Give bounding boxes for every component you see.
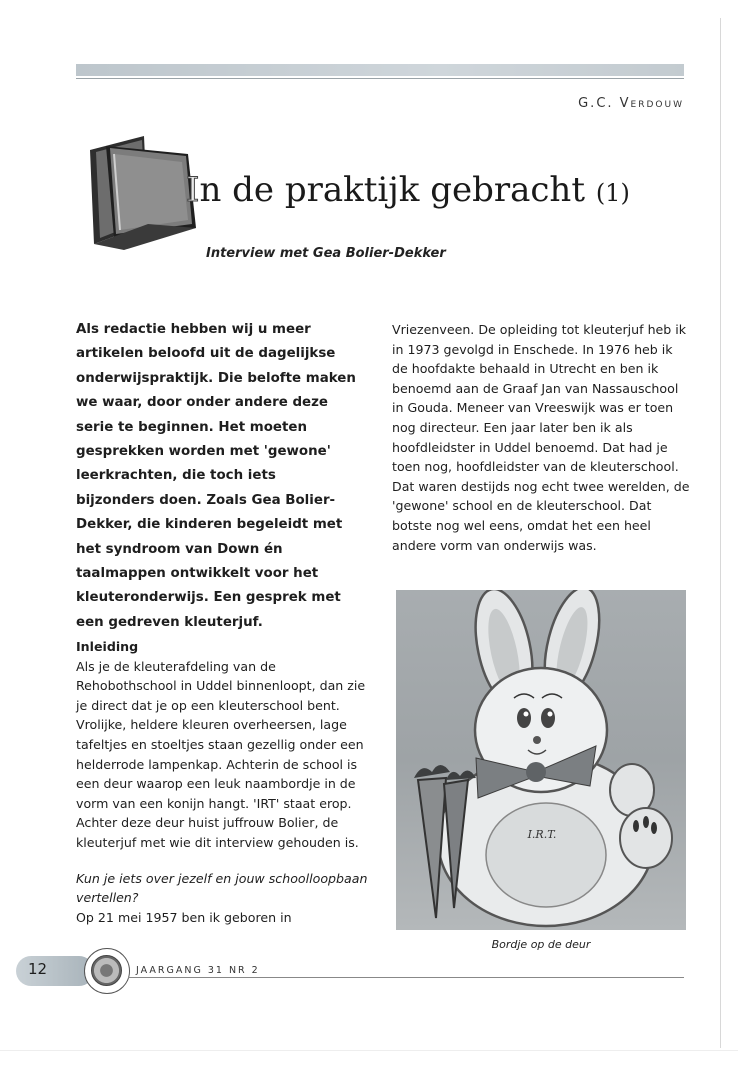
title-main: n de praktijk gebracht: [199, 170, 596, 210]
header-bar: [76, 64, 684, 76]
bunny-sign-photo: [396, 590, 686, 930]
left-column: [76, 637, 372, 927]
page-edge-rule: [720, 18, 721, 1048]
sign-text: I.R.T.: [527, 828, 557, 841]
intro-paragraph: Als redactie hebben wij u meer artikelen beloofd uit de dagelijkse onderwijspraktijk. Die belofte maken we waar, door onder andere deze serie te beginnen. Het moeten gesprekken worden met 'gewone' leerkrachten, die toch iets bijzonders doen. Zoals Gea Bolier-Dekker, die kinderen begeleidt met het syndroom van Down én taalmappen ontwikkelt voor het kleuteronderwijs. Een gesprek met een gedreven kleuterjuf.: [76, 322, 356, 630]
interview-question: Kun je iets over jezelf en jouw schoolloopbaan vertellen?: [76, 870, 368, 906]
body-paragraph-continued: Vriezenveen. De opleiding tot kleuterjuf heb ik in 1973 gevolgd in Enschede. In 1976 heb ik de hoofdakte behaald in Utrecht en ben ik benoemd aan de Graaf Jan van Nassauschool in Gouda. Meneer van Vreeswijk was er toen nog directeur. Een jaar later ben ik als hoofdleidster in Uddel benoemd. Dat had je toen nog, hoofdleidster van de kleuterschool. Dat waren destijds nog echt twee werelden, de 'gewone' school en de kleuterschool. Dat botste nog wel eens, omdat het een heel andere vorm van onderwijs was.: [392, 322, 690, 553]
journal-volume: JAARGANG 31 NR 2: [136, 965, 260, 976]
title-number: (1): [595, 179, 630, 207]
author-text: G.C. Verdouw: [578, 96, 684, 111]
journal-seal-icon: [84, 948, 130, 994]
page-number: 12: [28, 960, 48, 978]
right-column: [392, 320, 692, 555]
article-title: [186, 170, 630, 210]
bunny-sign-illustration: [396, 590, 686, 930]
page-bottom-rule: [0, 1050, 738, 1051]
article-subtitle: Interview met Gea Bolier-Dekker: [206, 246, 446, 261]
title-drop-letter: I: [186, 170, 200, 210]
author-name: [578, 96, 684, 111]
footer-rule: [128, 977, 684, 978]
header-rule: [76, 78, 684, 79]
section-heading: Inleiding: [76, 639, 139, 654]
photo-caption: Bordje op de deur: [491, 938, 591, 951]
book-icon: [84, 132, 202, 250]
body-paragraph: Als je de kleuterafdeling van de Rehobothschool in Uddel binnenloopt, dan zie je direct dat je op een kleuterschool bent. Vrolijke, heldere kleuren overheersen, lage tafeltjes en stoeltjes staan gezellig onder een helderrode lampenkap. Achterin de school is een deur waarop een leuk naambordje in de vorm van een konijn hangt. 'IRT' staat erop. Achter deze deur huist juffrouw Bolier, de kleuterjuf met wie dit interview gehouden is.: [76, 658, 366, 850]
answer-start: Op 21 mei 1957 ben ik geboren in: [76, 909, 292, 925]
